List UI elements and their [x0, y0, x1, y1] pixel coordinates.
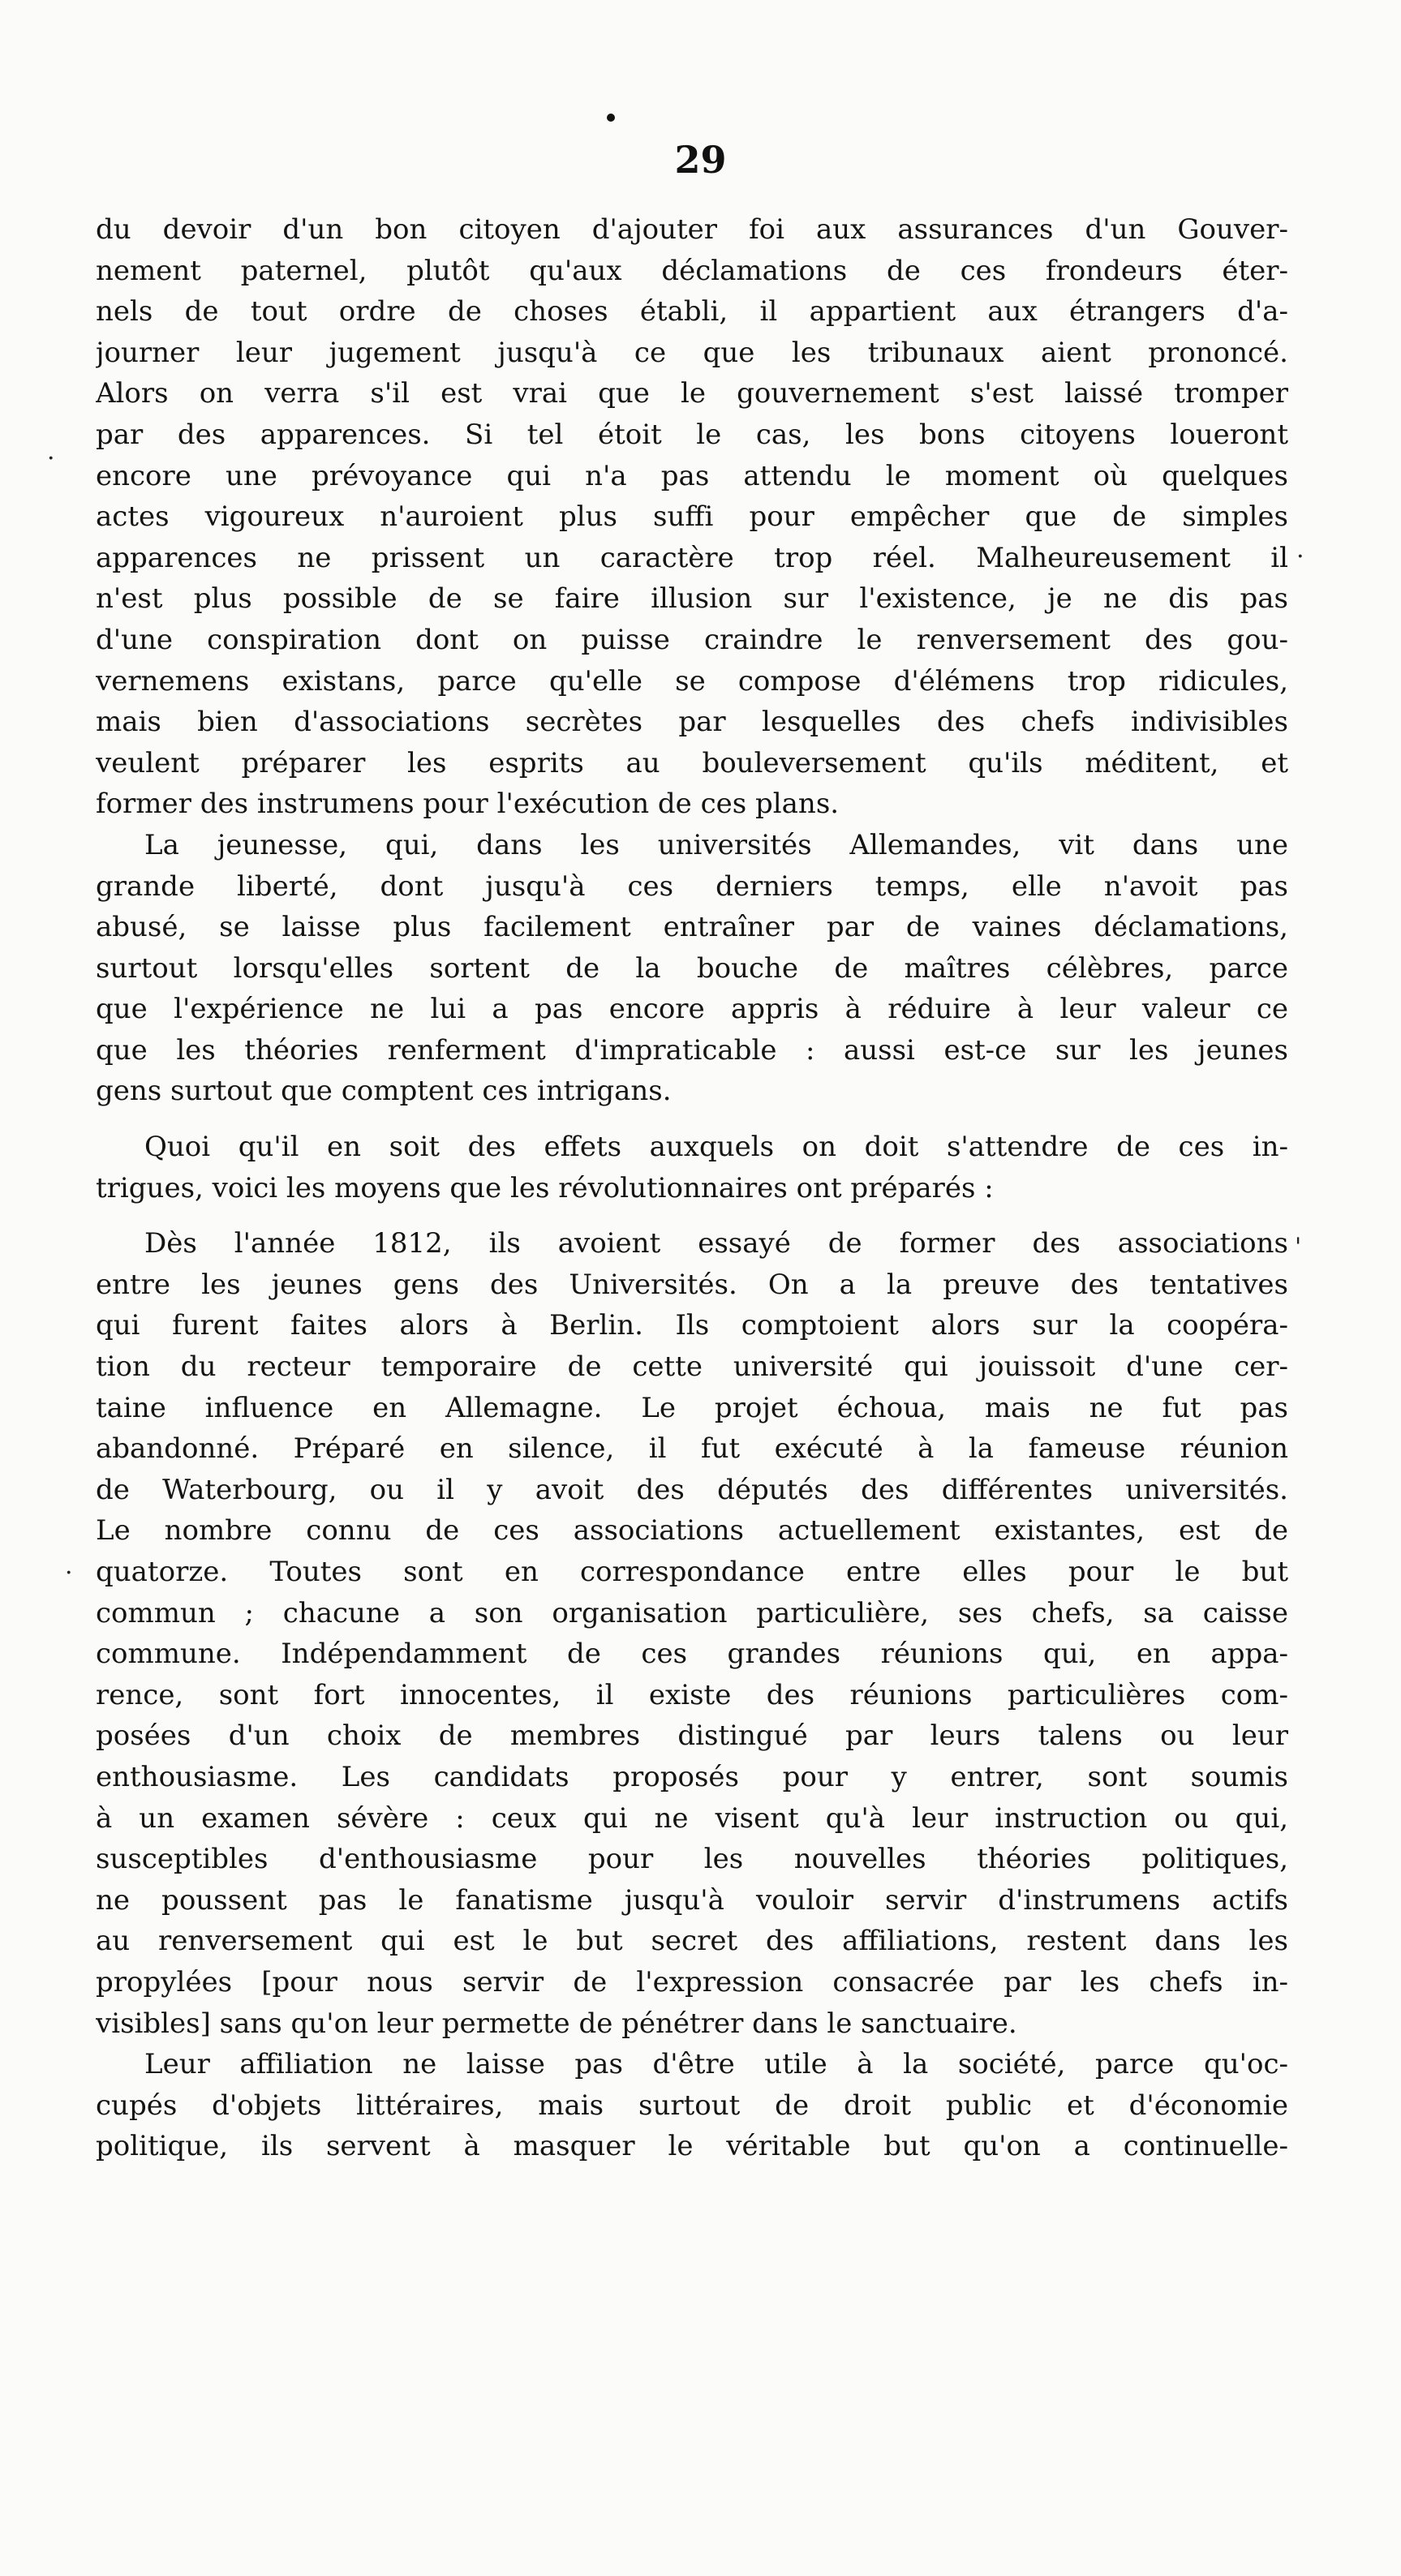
- text-line: du devoir d'un bon citoyen d'ajouter foi aux assurances d'un Gouver-: [96, 213, 1288, 246]
- text-line: vernemens existans, parce qu'elle se compose d'élémens trop ridicules,: [96, 664, 1288, 698]
- text-line: abandonné. Préparé en silence, il fut exécuté à la fameuse réunion: [96, 1432, 1288, 1466]
- text-line: abusé, se laisse plus facilement entraîner par de vaines déclamations,: [96, 911, 1288, 944]
- text-line: que les théories renferment d'impraticable : aussi est-ce sur les jeunes: [96, 1033, 1288, 1067]
- text-line: commun ; chacune a son organisation particulière, ses chefs, sa caisse: [96, 1596, 1288, 1629]
- text-line: Quoi qu'il en soit des effets auxquels on doit s'attendre de ces in-: [144, 1131, 1288, 1164]
- text-line: tion du recteur temporaire de cette université qui jouissoit d'une cer-: [96, 1350, 1288, 1384]
- text-line: apparences ne prissent un caractère trop réel. Malheureusement il: [96, 541, 1288, 574]
- text-line: mais bien d'associations secrètes par lesquelles des chefs indivisibles: [96, 706, 1288, 739]
- text-line: nels de tout ordre de choses établi, il appartient aux étrangers d'a-: [96, 295, 1288, 328]
- text-line: au renversement qui est le but secret des affiliations, restent dans les: [96, 1925, 1288, 1958]
- text-line: d'une conspiration dont on puisse craindre le renversement des gou-: [96, 623, 1288, 656]
- text-line: taine influence en Allemagne. Le projet échoua, mais ne fut pas: [96, 1391, 1288, 1424]
- text-line: rence, sont fort innocentes, il existe des réunions particulières com-: [96, 1678, 1288, 1711]
- margin-mark: .: [1296, 535, 1304, 564]
- text-line: politique, ils servent à masquer le véritable but qu'on a continuelle-: [96, 2130, 1288, 2163]
- paragraph-gap: [96, 1209, 1288, 1223]
- text-line: posées d'un choix de membres distingué par leurs talens ou leur: [96, 1719, 1288, 1753]
- text-line: par des apparences. Si tel étoit le cas, les bons citoyens loueront: [96, 418, 1288, 451]
- text-line: surtout lorsqu'elles sortent de la bouche de maîtres célèbres, parce: [96, 951, 1288, 985]
- text-line: actes vigoureux n'auroient plus suffi pour empêcher que de simples: [96, 500, 1288, 534]
- text-line: former des instrumens pour l'exécution de ces plans.: [96, 788, 840, 821]
- text-line: Alors on verra s'il est vrai que le gouvernement s'est laissé tromper: [96, 377, 1288, 410]
- text-line: qui furent faites alors à Berlin. Ils comptoient alors sur la coopéra-: [96, 1309, 1288, 1342]
- margin-mark: ·: [65, 1559, 73, 1587]
- text-line: commune. Indépendamment de ces grandes réunions qui, en appa-: [96, 1638, 1288, 1671]
- paragraph-gap: [96, 1112, 1288, 1127]
- margin-mark: ': [1295, 1233, 1302, 1261]
- text-line: veulent préparer les esprits au bouleversement qu'ils méditent, et: [96, 746, 1288, 779]
- text-line: Dès l'année 1812, ils avoient essayé de former des associations: [144, 1227, 1288, 1260]
- text-line: ne poussent pas le fanatisme jusqu'à vouloir servir d'instrumens actifs: [96, 1883, 1288, 1917]
- text-line: Le nombre connu de ces associations actuellement existantes, est de: [96, 1514, 1288, 1548]
- body-text: [96, 209, 1288, 2167]
- text-line: susceptibles d'enthousiasme pour les nouvelles théories politiques,: [96, 1843, 1288, 1876]
- ink-dot: [607, 114, 615, 122]
- text-line: propylées [pour nous servir de l'expression consacrée par les chefs in-: [96, 1965, 1288, 1999]
- text-line: que l'expérience ne lui a pas encore appris à réduire à leur valeur ce: [96, 993, 1288, 1026]
- text-line: grande liberté, dont jusqu'à ces derniers temps, elle n'avoit pas: [96, 869, 1288, 903]
- text-line: gens surtout que comptent ces intrigans.: [96, 1075, 672, 1108]
- page-number: 29: [674, 138, 727, 182]
- text-line: Leur affiliation ne laisse pas d'être utile à la société, parce qu'oc-: [144, 2048, 1288, 2081]
- text-line: n'est plus possible de se faire illusion sur l'existence, je ne dis pas: [96, 582, 1288, 616]
- text-line: La jeunesse, qui, dans les universités Allemandes, vit dans une: [144, 828, 1288, 861]
- margin-mark: ·: [47, 444, 55, 473]
- text-line: cupés d'objets littéraires, mais surtout de droit public et d'économie: [96, 2089, 1288, 2122]
- text-line: quatorze. Toutes sont en correspondance entre elles pour le but: [96, 1556, 1288, 1588]
- text-line: trigues, voici les moyens que les révolutionnaires ont préparés :: [96, 1171, 994, 1204]
- text-line: à un examen sévère : ceux qui ne visent qu'à leur instruction ou qui,: [96, 1801, 1288, 1835]
- text-line: visibles] sans qu'on leur permette de pénétrer dans le sanctuaire.: [96, 2007, 1017, 2040]
- text-line: entre les jeunes gens des Universités. On a la preuve des tentatives: [96, 1268, 1288, 1301]
- text-line: nement paternel, plutôt qu'aux déclamations de ces frondeurs éter-: [96, 254, 1288, 287]
- text-line: journer leur jugement jusqu'à ce que les tribunaux aient prononcé.: [96, 336, 1288, 369]
- text-line: encore une prévoyance qui n'a pas attendu le moment où quelques: [96, 459, 1288, 492]
- text-line: de Waterbourg, ou il y avoit des députés des différentes universités.: [96, 1473, 1288, 1506]
- text-line: enthousiasme. Les candidats proposés pour y entrer, sont soumis: [96, 1760, 1288, 1793]
